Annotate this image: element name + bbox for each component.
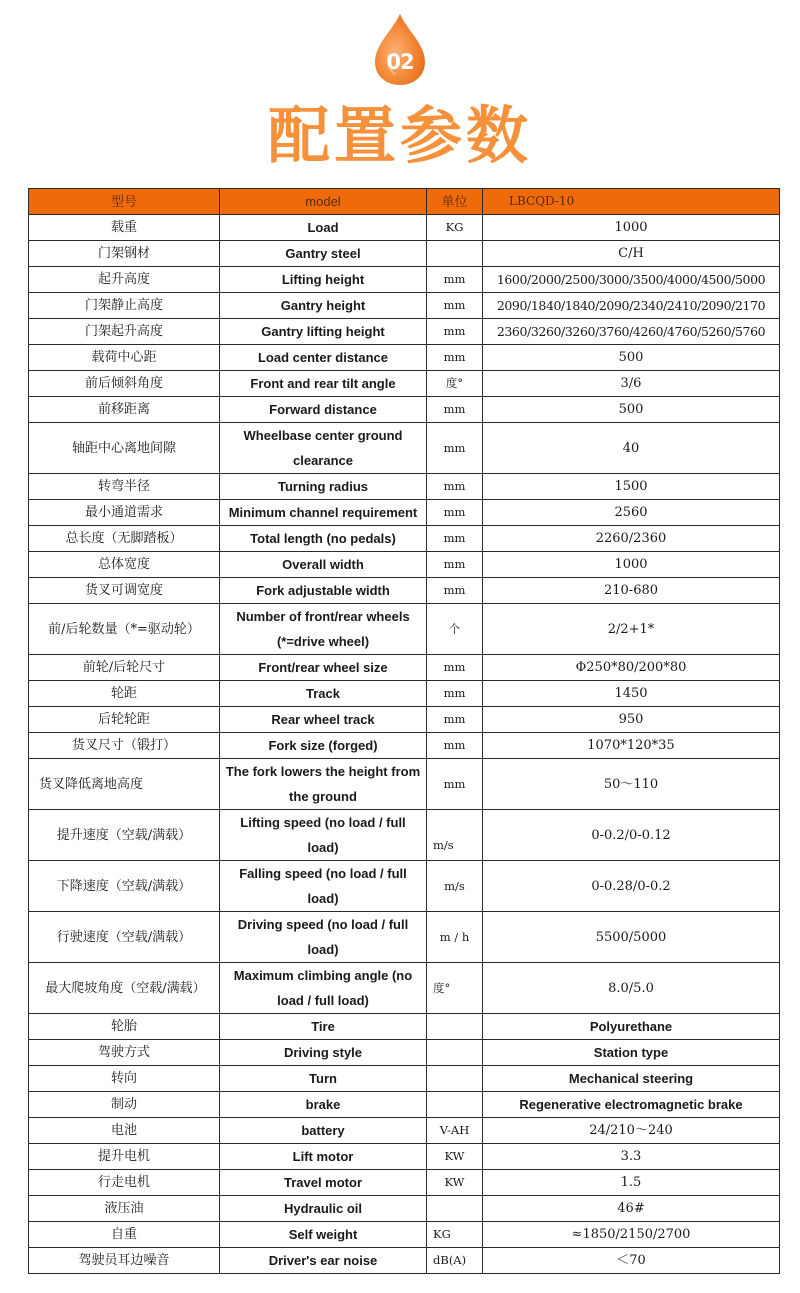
param-name-zh: 最大爬坡角度（空载/满载） <box>29 963 220 1014</box>
param-name-en: Falling speed (no load / full load) <box>220 861 427 912</box>
param-name-zh: 液压油 <box>29 1196 220 1222</box>
param-name-zh: 转向 <box>29 1066 220 1092</box>
param-name-en: Rear wheel track <box>220 707 427 733</box>
param-value: Mechanical steering <box>483 1066 780 1092</box>
table-row <box>29 319 780 345</box>
param-value: 2/2+1* <box>483 604 780 655</box>
param-value: Φ250*80/200*80 <box>483 655 780 681</box>
param-value: 950 <box>483 707 780 733</box>
param-unit: mm <box>427 681 483 707</box>
param-value: 1000 <box>483 215 780 241</box>
table-row <box>29 371 780 397</box>
param-unit <box>427 1092 483 1118</box>
param-name-en: Driver's ear noise <box>220 1248 427 1274</box>
param-name-zh: 前轮/后轮尺寸 <box>29 655 220 681</box>
param-value: 2560 <box>483 500 780 526</box>
param-name-en: The fork lowers the height from the ground <box>220 759 427 810</box>
param-name-zh: 驾驶方式 <box>29 1040 220 1066</box>
param-name-zh: 总体宽度 <box>29 552 220 578</box>
section-number-badge <box>369 10 431 88</box>
table-row <box>29 1222 780 1248</box>
param-name-zh: 自重 <box>29 1222 220 1248</box>
param-value: 50～110 <box>483 759 780 810</box>
param-value: 210-680 <box>483 578 780 604</box>
param-name-en: Travel motor <box>220 1170 427 1196</box>
param-name-zh: 电池 <box>29 1118 220 1144</box>
table-row <box>29 1118 780 1144</box>
table-row <box>29 293 780 319</box>
param-name-en: Lift motor <box>220 1144 427 1170</box>
table-row <box>29 1092 780 1118</box>
param-value: 2360/3260/3260/3760/4260/4760/5260/5760 <box>483 319 780 345</box>
param-name-en: Tire <box>220 1014 427 1040</box>
param-name-en: Driving style <box>220 1040 427 1066</box>
param-name-en: Minimum channel requirement <box>220 500 427 526</box>
param-name-zh: 门架钢材 <box>29 241 220 267</box>
param-name-zh: 后轮轮距 <box>29 707 220 733</box>
table-row <box>29 526 780 552</box>
param-value: 3.3 <box>483 1144 780 1170</box>
param-unit: mm <box>427 733 483 759</box>
param-value: ＜70 <box>483 1248 780 1274</box>
table-row <box>29 733 780 759</box>
param-unit: mm <box>427 423 483 474</box>
param-unit: m / h <box>427 912 483 963</box>
param-name-en: Maximum climbing angle (no load / full load) <box>220 963 427 1014</box>
param-name-en: Gantry steel <box>220 241 427 267</box>
table-row <box>29 1014 780 1040</box>
table-row <box>29 655 780 681</box>
param-name-en: Number of front/rear wheels (*=drive wheel) <box>220 604 427 655</box>
param-name-en: Front and rear tilt angle <box>220 371 427 397</box>
param-value: Regenerative electromagnetic brake <box>483 1092 780 1118</box>
param-unit: m/s <box>427 861 483 912</box>
param-value: C/H <box>483 241 780 267</box>
column-header-model-value: LBCQD-10 <box>483 189 780 215</box>
table-row <box>29 267 780 293</box>
param-name-zh: 货叉可调宽度 <box>29 578 220 604</box>
param-name-zh: 货叉尺寸（锻打） <box>29 733 220 759</box>
param-unit: mm <box>427 267 483 293</box>
param-name-zh: 前/后轮数量（*=驱动轮） <box>29 604 220 655</box>
param-name-en: brake <box>220 1092 427 1118</box>
param-unit: KW <box>427 1144 483 1170</box>
param-unit: KG <box>427 215 483 241</box>
param-value: 40 <box>483 423 780 474</box>
column-header-unit: 单位 <box>427 189 483 215</box>
table-row <box>29 215 780 241</box>
param-value: Station type <box>483 1040 780 1066</box>
param-name-zh: 轮胎 <box>29 1014 220 1040</box>
column-header-model-en: model <box>220 189 427 215</box>
table-row <box>29 912 780 963</box>
param-unit: 度° <box>427 371 483 397</box>
param-unit: 度° <box>427 963 483 1014</box>
param-name-zh: 载荷中心距 <box>29 345 220 371</box>
param-unit: mm <box>427 397 483 423</box>
param-value: 500 <box>483 397 780 423</box>
param-value: 500 <box>483 345 780 371</box>
param-name-zh: 门架起升高度 <box>29 319 220 345</box>
param-name-zh: 提升速度（空载/满载） <box>29 810 220 861</box>
param-name-en: Fork size (forged) <box>220 733 427 759</box>
param-name-en: Gantry height <box>220 293 427 319</box>
param-unit <box>427 1040 483 1066</box>
water-drop-icon <box>369 10 431 88</box>
param-name-en: Overall width <box>220 552 427 578</box>
param-name-en: Turn <box>220 1066 427 1092</box>
param-unit <box>427 1196 483 1222</box>
param-name-en: Driving speed (no load / full load) <box>220 912 427 963</box>
table-row <box>29 1040 780 1066</box>
table-row <box>29 1170 780 1196</box>
table-row <box>29 681 780 707</box>
param-value: 3/6 <box>483 371 780 397</box>
param-unit: mm <box>427 707 483 733</box>
param-value: 24/210～240 <box>483 1118 780 1144</box>
table-row <box>29 861 780 912</box>
table-header-row <box>29 189 780 215</box>
table-row <box>29 604 780 655</box>
param-unit: mm <box>427 578 483 604</box>
param-name-en: Hydraulic oil <box>220 1196 427 1222</box>
param-name-zh: 总长度（无脚踏板） <box>29 526 220 552</box>
param-unit: KW <box>427 1170 483 1196</box>
param-unit: dB(A) <box>427 1248 483 1274</box>
param-name-en: Fork adjustable width <box>220 578 427 604</box>
param-name-zh: 行驶速度（空载/满载） <box>29 912 220 963</box>
table-row <box>29 552 780 578</box>
table-row <box>29 423 780 474</box>
param-name-zh: 驾驶员耳边噪音 <box>29 1248 220 1274</box>
param-name-zh: 轮距 <box>29 681 220 707</box>
table-row <box>29 1248 780 1274</box>
param-name-zh: 轴距中心离地间隙 <box>29 423 220 474</box>
param-unit <box>427 241 483 267</box>
table-row <box>29 810 780 861</box>
table-row <box>29 500 780 526</box>
param-name-zh: 转弯半径 <box>29 474 220 500</box>
param-unit <box>427 1066 483 1092</box>
param-name-zh: 行走电机 <box>29 1170 220 1196</box>
param-name-en: Total length (no pedals) <box>220 526 427 552</box>
param-name-zh: 货叉降低离地高度 <box>29 759 220 810</box>
table-row <box>29 241 780 267</box>
param-value: 1500 <box>483 474 780 500</box>
param-value: 1450 <box>483 681 780 707</box>
param-name-en: Gantry lifting height <box>220 319 427 345</box>
param-value: Polyurethane <box>483 1014 780 1040</box>
param-name-en: Self weight <box>220 1222 427 1248</box>
param-unit: V-AH <box>427 1118 483 1144</box>
spec-table <box>28 188 780 1274</box>
param-value: 2090/1840/1840/2090/2340/2410/2090/2170 <box>483 293 780 319</box>
param-unit: mm <box>427 293 483 319</box>
column-header-model-zh: 型号 <box>29 189 220 215</box>
param-name-en: Front/rear wheel size <box>220 655 427 681</box>
param-name-zh: 载重 <box>29 215 220 241</box>
table-row <box>29 963 780 1014</box>
table-row <box>29 1144 780 1170</box>
table-row <box>29 397 780 423</box>
param-unit: mm <box>427 319 483 345</box>
param-unit: mm <box>427 500 483 526</box>
param-unit: m/s <box>427 810 483 861</box>
param-value: ≈1850/2150/2700 <box>483 1222 780 1248</box>
param-value: 5500/5000 <box>483 912 780 963</box>
param-name-zh: 下降速度（空载/满载） <box>29 861 220 912</box>
table-row <box>29 474 780 500</box>
param-name-en: Load <box>220 215 427 241</box>
table-row <box>29 578 780 604</box>
param-name-zh: 门架静止高度 <box>29 293 220 319</box>
param-unit <box>427 1014 483 1040</box>
param-unit: 个 <box>427 604 483 655</box>
table-row <box>29 707 780 733</box>
param-name-zh: 提升电机 <box>29 1144 220 1170</box>
param-value: 0-0.28/0-0.2 <box>483 861 780 912</box>
table-row <box>29 1066 780 1092</box>
param-value: 1600/2000/2500/3000/3500/4000/4500/5000 <box>483 267 780 293</box>
param-name-zh: 前后倾斜角度 <box>29 371 220 397</box>
param-unit: mm <box>427 526 483 552</box>
param-value: 1070*120*35 <box>483 733 780 759</box>
param-unit: mm <box>427 345 483 371</box>
param-value: 1000 <box>483 552 780 578</box>
param-unit: mm <box>427 552 483 578</box>
param-unit: mm <box>427 474 483 500</box>
param-name-en: Load center distance <box>220 345 427 371</box>
param-name-zh: 制动 <box>29 1092 220 1118</box>
param-name-zh: 前移距离 <box>29 397 220 423</box>
param-name-en: Track <box>220 681 427 707</box>
param-name-en: battery <box>220 1118 427 1144</box>
table-row <box>29 345 780 371</box>
param-value: 8.0/5.0 <box>483 963 780 1014</box>
param-name-en: Forward distance <box>220 397 427 423</box>
param-name-en: Wheelbase center ground clearance <box>220 423 427 474</box>
param-name-en: Turning radius <box>220 474 427 500</box>
param-unit: mm <box>427 655 483 681</box>
section-number: 02 <box>386 50 414 74</box>
param-name-zh: 最小通道需求 <box>29 500 220 526</box>
param-value: 46# <box>483 1196 780 1222</box>
param-name-en: Lifting height <box>220 267 427 293</box>
table-row <box>29 759 780 810</box>
param-value: 2260/2360 <box>483 526 780 552</box>
param-value: 1.5 <box>483 1170 780 1196</box>
param-unit: KG <box>427 1222 483 1248</box>
param-name-zh: 起升高度 <box>29 267 220 293</box>
table-row <box>29 1196 780 1222</box>
param-unit: mm <box>427 759 483 810</box>
page-title: 配置参数 <box>267 99 532 172</box>
param-value: 0-0.2/0-0.12 <box>483 810 780 861</box>
param-name-en: Lifting speed (no load / full load) <box>220 810 427 861</box>
